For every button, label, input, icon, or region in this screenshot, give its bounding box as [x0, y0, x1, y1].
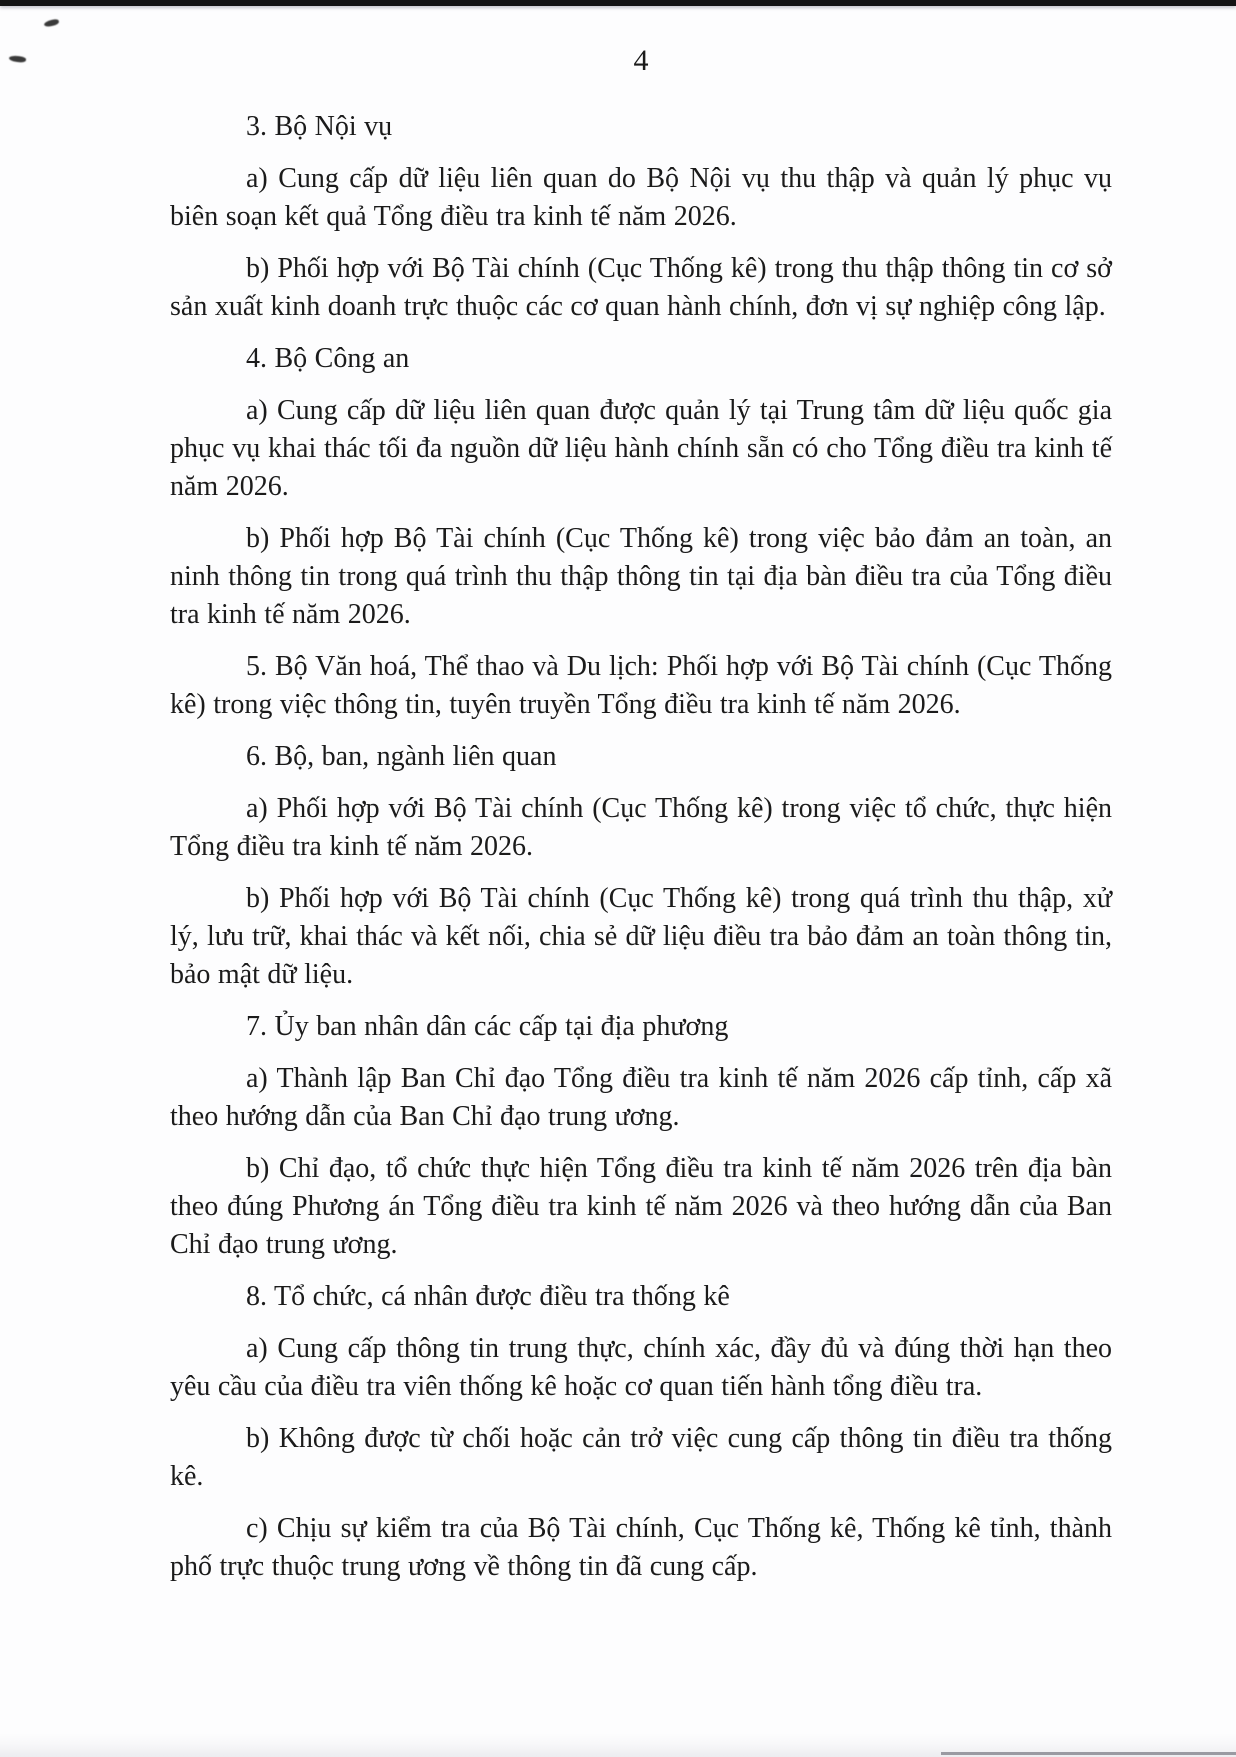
- paragraph: a) Cung cấp thông tin trung thực, chính xác, đầy đủ và đúng thời hạn theo yêu cầu của điều tra viên thống kê hoặc cơ quan tiến hành tổng điều tra.: [170, 1333, 1112, 1402]
- paragraph: b) Phối hợp với Bộ Tài chính (Cục Thống kê) trong thu thập thông tin cơ sở sản xuất kinh doanh trực thuộc các cơ quan hành chính, đơn vị sự nghiệp công lập.: [170, 253, 1112, 322]
- paragraph: b) Không được từ chối hoặc cản trở việc cung cấp thông tin điều tra thống kê.: [170, 1423, 1112, 1492]
- paragraph: 5. Bộ Văn hoá, Thể thao và Du lịch: Phối hợp với Bộ Tài chính (Cục Thống kê) trong việc thông tin, tuyên truyền Tổng điều tra kinh tế năm 2026.: [170, 651, 1112, 720]
- paragraph: b) Phối hợp với Bộ Tài chính (Cục Thống kê) trong quá trình thu thập, xử lý, lưu trữ, khai thác và kết nối, chia sẻ dữ liệu điều tra bảo đảm an toàn thông tin, bảo mật dữ liệu.: [170, 883, 1112, 990]
- section-heading: 7. Ủy ban nhân dân các cấp tại địa phương: [246, 1011, 729, 1042]
- document-body: [170, 108, 1112, 1586]
- section-heading: 4. Bộ Công an: [246, 343, 410, 374]
- page-number: 4: [633, 44, 649, 77]
- paragraph: a) Phối hợp với Bộ Tài chính (Cục Thống kê) trong việc tổ chức, thực hiện Tổng điều tra kinh tế năm 2026.: [170, 793, 1112, 862]
- section-heading: 3. Bộ Nội vụ: [246, 111, 393, 142]
- scan-edge-artifact-top: [0, 0, 1236, 6]
- scan-edge-artifact-bottom-line: [941, 1752, 1236, 1755]
- scan-speck-artifact: [9, 55, 27, 63]
- paragraph: b) Chỉ đạo, tổ chức thực hiện Tổng điều tra kinh tế năm 2026 trên địa bàn theo đúng Phương án Tổng điều tra kinh tế năm 2026 và theo hướng dẫn của Ban Chỉ đạo trung ương.: [170, 1153, 1112, 1260]
- paragraph: a) Thành lập Ban Chỉ đạo Tổng điều tra kinh tế năm 2026 cấp tỉnh, cấp xã theo hướng dẫn của Ban Chỉ đạo trung ương.: [170, 1063, 1112, 1132]
- paragraph: c) Chịu sự kiểm tra của Bộ Tài chính, Cục Thống kê, Thống kê tỉnh, thành phố trực thuộc trung ương về thông tin đã cung cấp.: [170, 1513, 1112, 1582]
- section-heading: 6. Bộ, ban, ngành liên quan: [246, 741, 557, 772]
- paragraph: b) Phối hợp Bộ Tài chính (Cục Thống kê) trong việc bảo đảm an toàn, an ninh thông tin trong quá trình thu thập thông tin tại địa bàn điều tra của Tổng điều tra kinh tế năm 2026.: [170, 523, 1112, 630]
- scan-speck-artifact: [44, 19, 60, 28]
- section-heading: 8. Tổ chức, cá nhân được điều tra thống kê: [246, 1281, 730, 1312]
- page-content: [170, 42, 1112, 1600]
- paragraph: a) Cung cấp dữ liệu liên quan được quản lý tại Trung tâm dữ liệu quốc gia phục vụ khai thác tối đa nguồn dữ liệu hành chính sẵn có cho Tổng điều tra kinh tế năm 2026.: [170, 395, 1112, 502]
- paragraph: a) Cung cấp dữ liệu liên quan do Bộ Nội vụ thu thập và quản lý phục vụ biên soạn kết quả Tổng điều tra kinh tế năm 2026.: [170, 163, 1112, 232]
